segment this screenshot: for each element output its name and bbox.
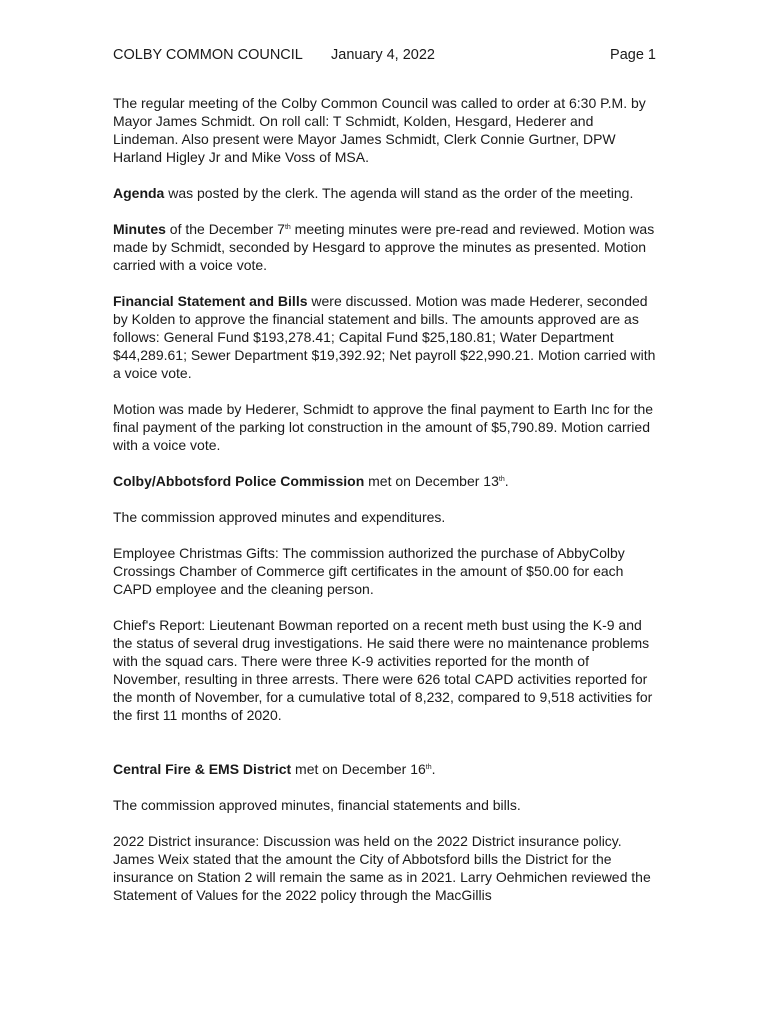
paragraph-district-insurance: 2022 District insurance: Discussion was held on the 2022 District insurance policy. James Weix stated that the amount the City of Abbotsford bills the District for the insurance on Station 2 will remain the same as in 2021. Larry Oehmichen reviewed the Statement of Values for the 2022 policy through the MacGillis: [113, 833, 651, 903]
paragraph-police-commission: [113, 472, 658, 490]
financial-text: were discussed. Motion was made Hederer, seconded by Kolden to approve the financial statement and bills. The amounts approved are as follows: General Fund $193,278.41; Capital Fund $25,180.81; Water Department $44,289.61; Sewer Department $19,392.92; Net payroll $22,990.21. Motion carried with a voice vote.: [113, 293, 656, 381]
paragraph-financial: [113, 292, 658, 382]
paragraph-fire-district: [113, 760, 658, 778]
police-text-b: .: [504, 473, 509, 489]
minutes-text-a: of the December 7: [165, 221, 285, 237]
heading-minutes: Minutes: [113, 221, 166, 237]
header-page-number: Page 1: [610, 47, 656, 63]
police-text-a: met on December 13: [364, 473, 499, 489]
police-ordinal: th: [498, 476, 505, 483]
heading-agenda: Agenda: [113, 185, 165, 201]
paragraph-christmas-gifts: Employee Christmas Gifts: The commission authorized the purchase of AbbyColby Crossings Chamber of Commerce gift certificates in the amount of $50.00 for each CAPD employee and the cleaning person.: [113, 545, 625, 597]
minutes-text-b: meeting minutes were pre-read and reviewed. Motion was made by Schmidt, seconded by Hesgard to approve the minutes as presented. Motion carried with a voice vote.: [113, 221, 655, 273]
paragraph-chiefs-report: Chief's Report: Lieutenant Bowman reported on a recent meth bust using the K-9 and the status of several drug investigations. He said there were no maintenance problems with the squad cars. There were three K-9 activities reported for the month of November, resulting in three arrests. There were 626 total CAPD activities reported for the month of November, for a cumulative total of 8,232, compared to 9,518 activities for the first 11 months of 2020.: [113, 617, 653, 723]
header-date: January 4, 2022: [331, 47, 435, 63]
document-page: [113, 46, 658, 922]
agenda-text: was posted by the clerk. The agenda will stand as the order of the meeting.: [164, 185, 634, 201]
paragraph-agenda: [113, 184, 658, 202]
paragraph-earth-payment: Motion was made by Hederer, Schmidt to approve the final payment to Earth Inc for the final payment of the parking lot construction in the amount of $5,790.89. Motion carried with a voice vote.: [113, 401, 654, 453]
fire-text-a: met on December 16: [291, 761, 426, 777]
fire-text-b: .: [431, 761, 436, 777]
heading-financial: Financial Statement and Bills: [113, 293, 308, 309]
header-org: COLBY COMMON COUNCIL: [113, 47, 303, 63]
minutes-ordinal: th: [284, 224, 291, 231]
paragraph-minutes: [113, 220, 658, 274]
page-header: [113, 46, 658, 66]
fire-ordinal: th: [425, 764, 432, 771]
paragraph-call-to-order: The regular meeting of the Colby Common Council was called to order at 6:30 P.M. by Mayor James Schmidt. On roll call: T Schmidt, Kolden, Hesgard, Hederer and Lindeman. Also present were Mayor James Schmidt, Clerk Connie Gurtner, DPW Harland Higley Jr and Mike Voss of MSA.: [113, 95, 646, 165]
heading-police-commission: Colby/Abbotsford Police Commission: [113, 473, 365, 489]
paragraph-fire-approved: The commission approved minutes, financial statements and bills.: [113, 797, 521, 813]
heading-fire-district: Central Fire & EMS District: [113, 761, 292, 777]
paragraph-police-approved: The commission approved minutes and expenditures.: [113, 509, 446, 525]
